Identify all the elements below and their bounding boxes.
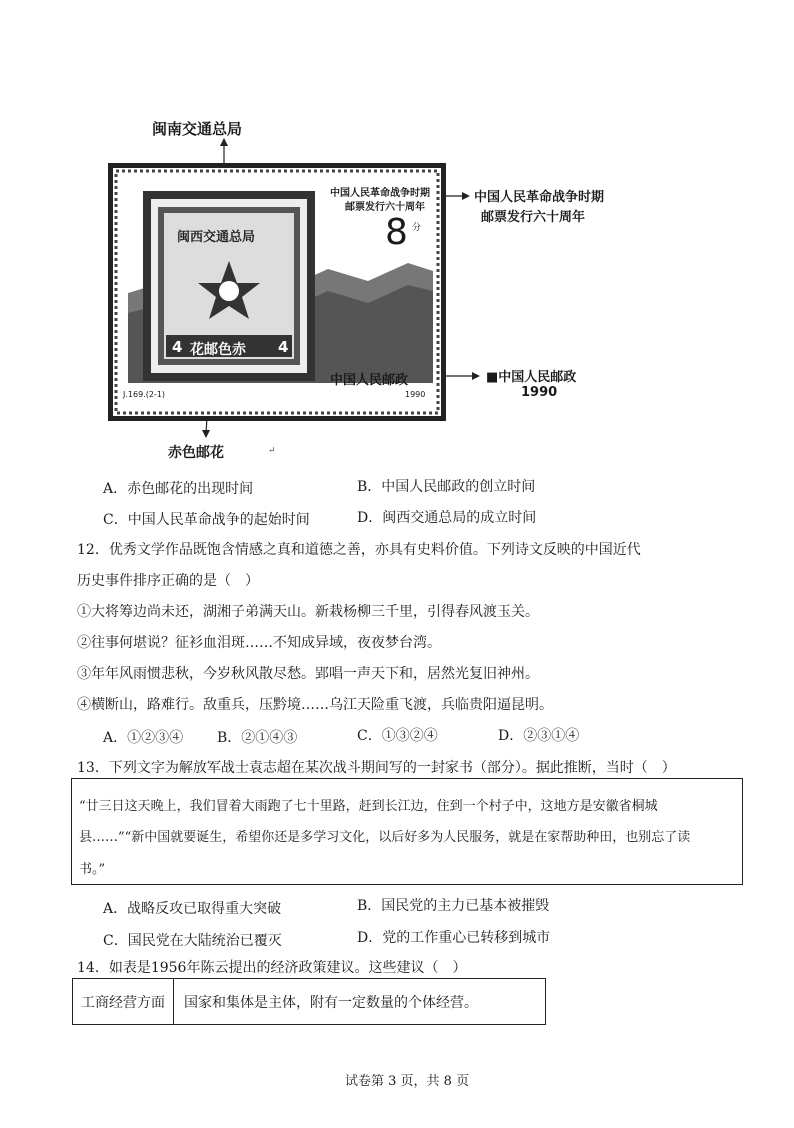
q13-quote-line1: “廿三日这天晚上，我们冒着大雨跑了七十里路，赶到长江边，住到一个村子中，这地方是安徽省桐城 xyxy=(79,799,658,814)
q11-option-d: D．闽西交通总局的成立时间 xyxy=(357,510,537,526)
q13-option-a: A．战略反攻已取得重大突破 xyxy=(103,901,282,917)
q11-option-c: C．中国人民革命战争的起始时间 xyxy=(103,512,310,528)
stamp-code: J.169.(2-1) xyxy=(123,390,166,399)
label-revolution-period: 中国人民革命战争时期 xyxy=(474,190,605,205)
q12-option-d: D．②③①④ xyxy=(498,728,580,744)
table-content-cell: 国家和集体是主体，附有一定数量的个体经营。 xyxy=(184,994,478,1011)
q12-option-a: A．①②③④ xyxy=(103,730,184,746)
page-footer: 试卷第 3 页，共 8 页 xyxy=(345,1074,470,1089)
q14-stem: 14．如表是1956年陈云提出的经济政策建议。这些建议（ ） xyxy=(77,960,467,976)
stamp-inner-corner-left: 4 xyxy=(172,338,183,356)
q13-option-b: B．国民党的主力已基本被摧毁 xyxy=(357,898,550,914)
stamp-value: 8 xyxy=(385,212,408,253)
stamp-inner-bottom-text: 花邮色赤 xyxy=(190,342,246,358)
q12-item-4: ④横断山，路难行。敌重兵，压黔境……乌江天险重飞渡，兵临贵阳逼昆明。 xyxy=(77,697,553,713)
stamp-inner-top-text: 闽西交通总局 xyxy=(177,230,256,245)
label-1990: 1990 xyxy=(521,385,558,400)
q11-option-b: B．中国人民邮政的创立时间 xyxy=(357,479,536,495)
stamp-post-name: 中国人民邮政 xyxy=(330,373,409,388)
label-sixty-years: 邮票发行六十周年 xyxy=(481,210,586,225)
stamp-caption-line2: 邮票发行六十周年 xyxy=(345,202,425,213)
q12-option-c: C．①③②④ xyxy=(357,728,438,744)
q11-option-a: A．赤色邮花的出现时间 xyxy=(103,481,254,497)
q13-stem: 13．下列文字为解放军战士袁志超在某次战斗期间写的一封家书（部分）。据此推断，当时（ ） xyxy=(77,760,676,776)
stamp-inner-corner-right: 4 xyxy=(278,338,289,356)
q12-item-3: ③年年风雨惯悲秋，今岁秋风散尽愁。郢唱一声天下和，居然光复旧神州。 xyxy=(77,666,539,682)
stamp-value-unit: 分 xyxy=(412,223,422,233)
q12-option-b: B．②①④③ xyxy=(217,730,298,746)
q14-policy-table xyxy=(72,978,546,1025)
label-china-post: ■中国人民邮政 xyxy=(486,370,577,385)
q12-stem-line1: 12．优秀文学作品既饱含情感之真和道德之善，亦具有史料价值。下列诗文反映的中国近代 xyxy=(77,542,641,558)
label-minnan: 闽南交通总局 xyxy=(152,120,243,138)
q13-quote-line2: 县……”“新中国就要诞生，希望你还是多学习文化，以后好多为人民服务，就是在家帮助种田，也别忘了读 xyxy=(79,830,691,845)
q13-option-c: C．国民党在大陆统治已覆灭 xyxy=(103,933,282,949)
q13-quote-line3: 书。” xyxy=(79,862,106,877)
stamp-year: 1990 xyxy=(405,390,426,399)
table-header-cell: 工商经营方面 xyxy=(73,979,174,1024)
q13-option-d: D．党的工作重心已转移到城市 xyxy=(357,930,551,946)
stamp-caption-line1: 中国人民革命战争时期 xyxy=(330,188,430,199)
q12-item-2: ②往事何堪说？征衫血泪斑……不知成异域，夜夜梦台湾。 xyxy=(77,635,441,651)
return-mark: ↵ xyxy=(268,446,276,456)
q12-stem-line2: 历史事件排序正确的是（ ） xyxy=(77,573,259,589)
label-red-stamp: 赤色邮花 xyxy=(168,445,224,461)
q12-item-1: ①大将筹边尚未还，湖湘子弟满天山。新栽杨柳三千里，引得春风渡玉关。 xyxy=(77,604,539,620)
